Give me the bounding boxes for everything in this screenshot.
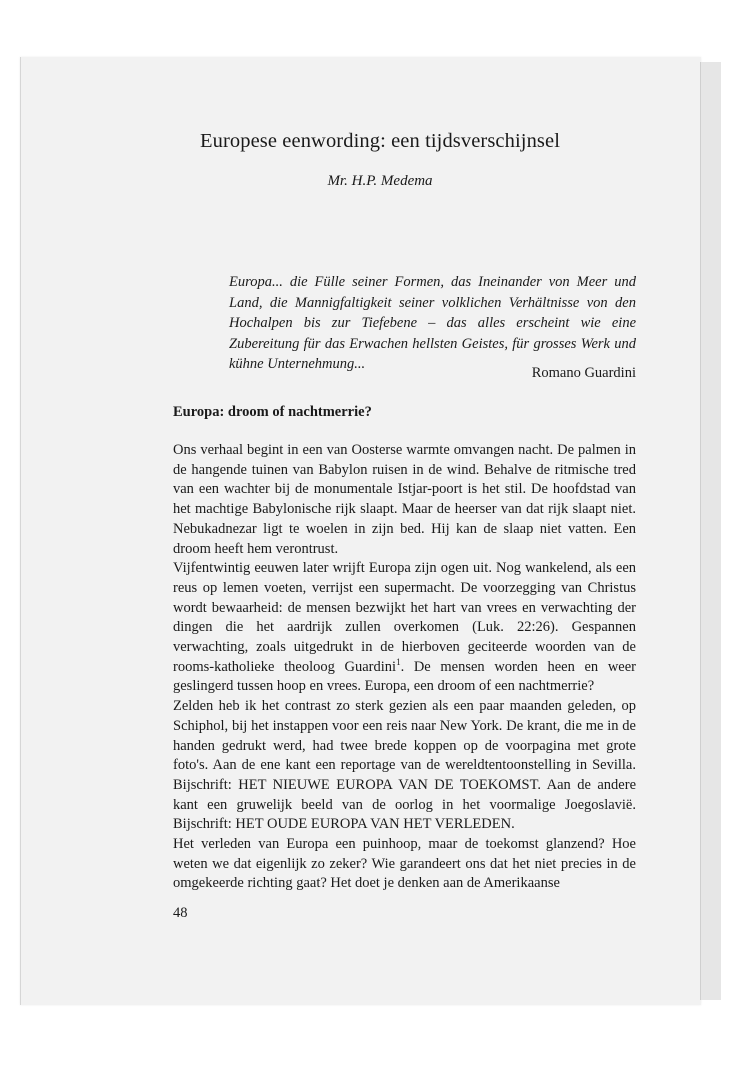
paragraph-text: Vijfentwintig eeuwen later wrijft Europa zijn ogen uit. Nog wankelend, als een reus op lemen voeten, verrijst een supermacht. De voorzegging van Christus wordt bewaarheid: de mensen bezwijkt het hart van vrees en verwachting der dingen die het aardrijk zullen overkomen (Luk. 22:26). Gespannen verwachting, zoals uitgedrukt in de hierboven geciteerde woorden van de rooms-katholieke theoloog Guardini (173, 560, 636, 675)
paragraph (173, 559, 636, 697)
paragraph: Zelden heb ik het contrast zo sterk gezien als een paar maanden geleden, op Schiphol, bij het instappen voor een reis naar New York. De krant, die me in de handen gedrukt werd, had twee brede koppen op de voorpagina met grote foto's. Aan de ene kant een reportage van de wereldtentoonstelling in Sevilla. Bijschrift: HET NIEUWE EUROPA VAN DE TOEKOMST. Aan de andere kant een gruwelijk beeld van de oorlog in het voormalige Joegoslavië. Bijschrift: HET OUDE EUROPA VAN HET VERLEDEN. (173, 698, 636, 833)
page-edge-shadow (700, 62, 721, 1000)
section-heading: Europa: droom of nachtmerrie? (173, 404, 372, 420)
article-title: Europese eenwording: een tijdsverschijnsel (200, 130, 560, 152)
epigraph-quote: Europa... die Fülle seiner Formen, das Ineinander von Meer und Land, die Mannigfaltigkeit seiner volklichen Verhältnisse von den Hochalpen bis zur Tiefebene – das alles erscheint wie eine Zubereitung für das Erwachen hellsten Geistes, für grosses Werk und kühne Unternehmung... (229, 274, 636, 372)
paragraph-text: . De mensen worden heen en weer geslingerd tussen hoop en vrees. Europa, een droom of een nachtmerrie? (173, 658, 636, 695)
paragraph: Het verleden van Europa een puinhoop, maar de toekomst glanzend? Hoe weten we dat eigenlijk zo zeker? Wie garandeert ons dat het niet precies in de omgekeerde richting gaat? Het doet je denken aan de Amerikaanse (173, 836, 636, 892)
paragraph: Ons verhaal begint in een van Oosterse warmte omvangen nacht. De palmen in de hangende tuinen van Babylon ruisen in de wind. Behalve de ritmische tred van een wachter bij de monumentale Istjar-poort is het stil. De hoofdstad van het machtige Babylonische rijk slaapt. Maar de heerser van dat rijk slaapt niet. Nebukadnezar ligt te woelen in zijn bed. Hij kan de slaap niet vatten. Een droom heeft hem verontrust. (173, 442, 636, 557)
footnote-reference: 1 (396, 656, 401, 667)
article-author: Mr. H.P. Medema (327, 173, 433, 189)
body-text (173, 441, 636, 894)
epigraph-attribution: Romano Guardini (531, 365, 636, 381)
page-number: 48 (173, 905, 188, 921)
